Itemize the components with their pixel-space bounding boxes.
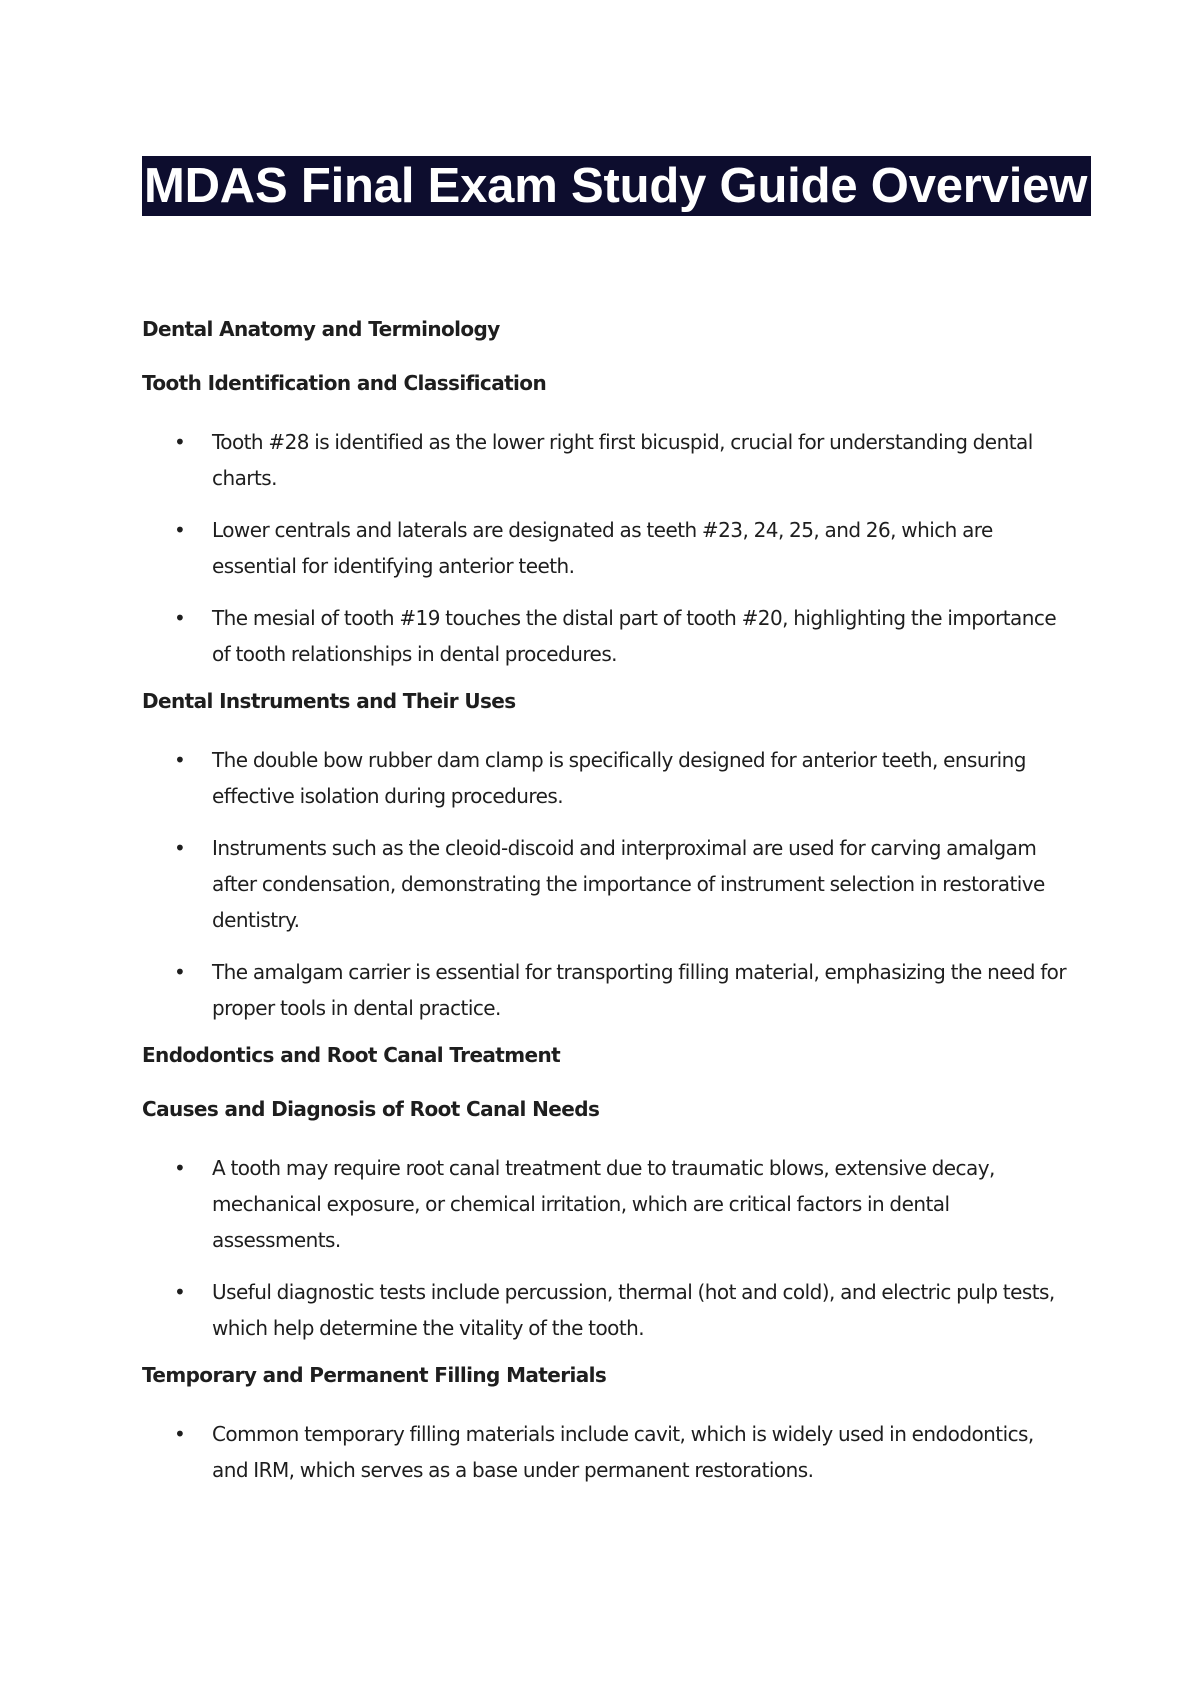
bullet-icon: •	[174, 1422, 186, 1446]
subsection-heading: Dental Instruments and Their Uses	[142, 689, 516, 713]
list-item-text: Lower centrals and laterals are designated as teeth #23, 24, 25, and 26, which are essential for identifying anterior teeth.	[212, 518, 993, 578]
list-item	[142, 424, 1068, 496]
list-item-text: Common temporary filling materials include cavit, which is widely used in endodontics, and IRM, which serves as a base under permanent restorations.	[212, 1422, 1034, 1482]
list-item-text: The mesial of tooth #19 touches the distal part of tooth #20, highlighting the importance of tooth relationships in dental procedures.	[212, 606, 1057, 666]
document-page	[142, 156, 1088, 1504]
section-heading: Endodontics and Root Canal Treatment	[142, 1043, 561, 1067]
bullet-icon: •	[174, 606, 186, 630]
list-item-text: Tooth #28 is identified as the lower right first bicuspid, crucial for understanding dental charts.	[212, 430, 1033, 490]
bullet-icon: •	[174, 960, 186, 984]
list-item	[142, 600, 1068, 672]
bullet-list	[142, 1150, 1068, 1346]
bullet-icon: •	[174, 1156, 186, 1180]
bullet-icon: •	[174, 518, 186, 542]
list-item	[142, 512, 1068, 584]
document-content	[142, 316, 1068, 1488]
list-item-text: The double bow rubber dam clamp is specifically designed for anterior teeth, ensuring effective isolation during procedures.	[212, 748, 1026, 808]
list-item	[142, 742, 1068, 814]
list-item-text: Useful diagnostic tests include percussion, thermal (hot and cold), and electric pulp tests, which help determine the vitality of the tooth.	[212, 1280, 1055, 1340]
subsection-heading: Temporary and Permanent Filling Materials	[142, 1363, 607, 1387]
subsection-heading: Causes and Diagnosis of Root Canal Needs	[142, 1097, 600, 1121]
bullet-list	[142, 424, 1068, 672]
list-item	[142, 954, 1068, 1026]
list-item	[142, 1274, 1068, 1346]
bullet-list	[142, 742, 1068, 1026]
list-item	[142, 1416, 1068, 1488]
list-item-text: A tooth may require root canal treatment due to traumatic blows, extensive decay, mechanical exposure, or chemical irritation, which are critical factors in dental assessments.	[212, 1156, 995, 1252]
list-item	[142, 1150, 1068, 1258]
bullet-list	[142, 1416, 1068, 1488]
section-heading: Dental Anatomy and Terminology	[142, 317, 500, 341]
bullet-icon: •	[174, 836, 186, 860]
list-item-text: Instruments such as the cleoid-discoid and interproximal are used for carving amalgam after condensation, demonstrating the importance of instrument selection in restorative dentistry.	[212, 836, 1045, 932]
bullet-icon: •	[174, 430, 186, 454]
subsection-heading: Tooth Identification and Classification	[142, 371, 547, 395]
bullet-icon: •	[174, 1280, 186, 1304]
document-title: MDAS Final Exam Study Guide Overview	[142, 156, 1091, 216]
list-item	[142, 830, 1068, 938]
bullet-icon: •	[174, 748, 186, 772]
list-item-text: The amalgam carrier is essential for transporting filling material, emphasizing the need for proper tools in dental practice.	[212, 960, 1067, 1020]
